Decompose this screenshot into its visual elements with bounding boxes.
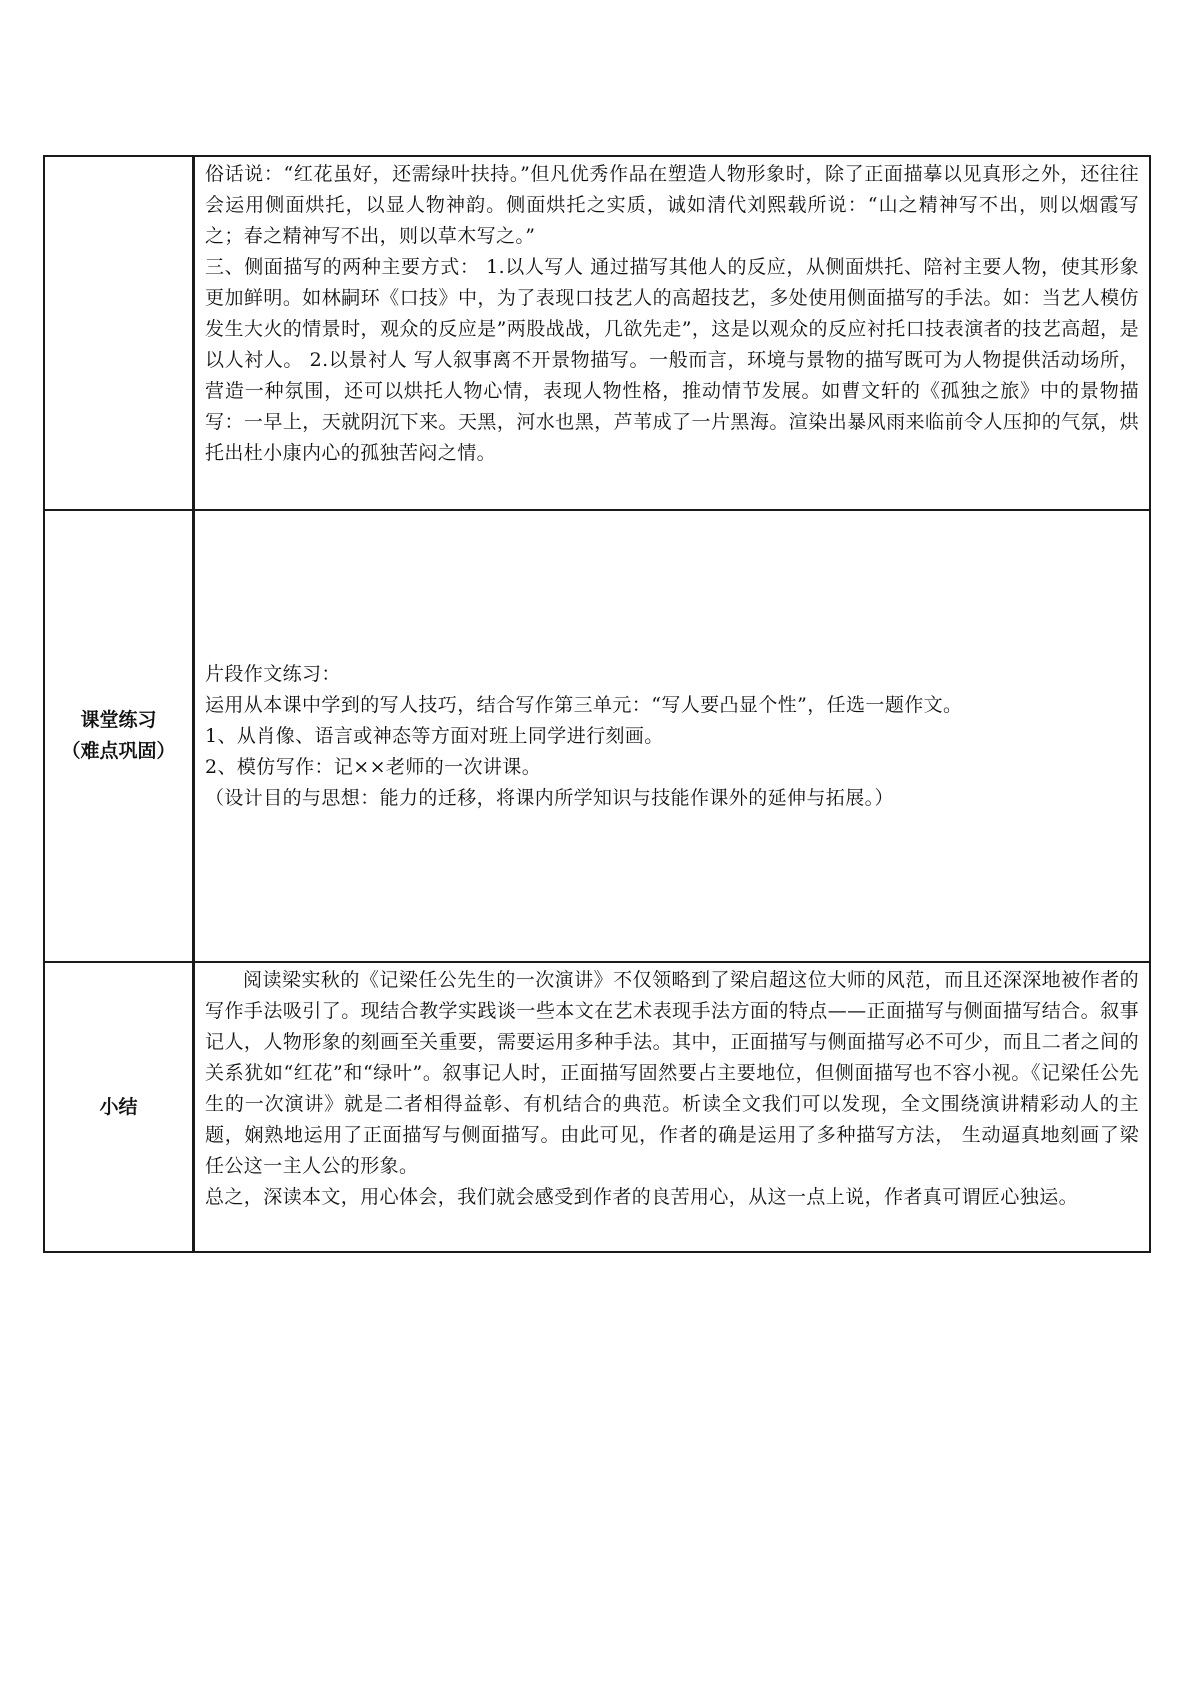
table-row-side-description bbox=[44, 156, 1150, 510]
paragraph-exercise-instruction: 运用从本课中学到的写人技巧，结合写作第三单元：“写人要凸显个性”，任选一题作文。 bbox=[205, 693, 963, 716]
lesson-plan-table bbox=[43, 155, 1151, 1253]
paragraph-summary-main: 阅读梁实秋的《记梁任公先生的一次演讲》不仅领略到了梁启超这位大师的风范，而且还深深地被作者的写作手法吸引了。现结合教学实践谈一些本文在艺术表现手法方面的特点——正面描写与侧面描写结合。叙事记人，人物形象的刻画至关重要，需要运用多种手法。其中，正面描写与侧面描写必不可少，而且二者之间的关系犹如“红花”和“绿叶”。叙事记人时，正面描写固然要占主要地位，但侧面描写也不容小视。《记梁任公先生的一次演讲》就是二者相得益彰、有机结合的典范。析读全文我们可以发现，全文围绕演讲精彩动人的主题，娴熟地运用了正面描写与侧面描写。由此可见，作者的确是运用了多种描写方法， 生动逼真地刻画了梁任公这一主人公的形象。 bbox=[205, 969, 1139, 1177]
paragraph-proverb: 俗话说：“红花虽好，还需绿叶扶持。”但凡优秀作品在塑造人物形象时，除了正面描摹以见真形之外，还往往会运用侧面烘托，以显人物神韵。侧面烘托之实质，诚如清代刘熙载所说：“山之精神写不出，则以烟霞写之；春之精神写不出，则以草木写之。” bbox=[205, 163, 1139, 247]
row-content-cell bbox=[194, 510, 1151, 962]
label-summary: 小结 bbox=[99, 1095, 138, 1118]
paragraph-exercise-option-2: 2、模仿写作：记××老师的一次讲课。 bbox=[205, 755, 542, 778]
row-label-cell-summary bbox=[44, 962, 194, 1252]
paragraph-design-purpose: （设计目的与思想：能力的迁移，将课内所学知识与技能作课外的延伸与拓展。） bbox=[205, 786, 894, 809]
label-difficulty-consolidation: （难点巩固） bbox=[61, 740, 176, 762]
row-label-cell-practice bbox=[44, 510, 194, 962]
label-class-practice: 课堂练习 bbox=[80, 709, 157, 731]
row-label-cell-empty bbox=[44, 156, 194, 510]
paragraph-summary-conclusion: 总之，深读本文，用心体会，我们就会感受到作者的良苦用心，从这一点上说，作者真可谓匠心独运。 bbox=[205, 1186, 1079, 1208]
table-row-class-practice bbox=[44, 510, 1150, 962]
table-row-summary bbox=[44, 962, 1150, 1252]
paragraph-exercise-title: 片段作文练习： bbox=[205, 662, 341, 685]
paragraph-two-methods: 三、侧面描写的两种主要方式： 1.以人写人 通过描写其他人的反应，从侧面烘托、陪衬主要人物，使其形象更加鲜明。如林嗣环《口技》中，为了表现口技艺人的高超技艺，多处使用侧面描写的手法。如：当艺人模仿发生大火的情景时，观众的反应是”两股战战，几欲先走”，这是以观众的反应衬托口技表演者的技艺高超，是以人衬人。 2.以景衬人 写人叙事离不开景物描写。一般而言，环境与景物的描写既可为人物提供活动场所，营造一种氛围，还可以烘托人物心情，表现人物性格，推动情节发展。如曹文轩的《孤独之旅》中的景物描写：一早上，天就阴沉下来。天黑，河水也黑，芦苇成了一片黑海。渲染出暴风雨来临前令人压抑的气氛，烘托出杜小康内心的孤独苦闷之情。 bbox=[205, 256, 1139, 464]
row-content-cell bbox=[194, 156, 1151, 510]
paragraph-exercise-option-1: 1、从肖像、语言或神态等方面对班上同学进行刻画。 bbox=[205, 724, 664, 747]
row-content-cell bbox=[194, 962, 1151, 1252]
